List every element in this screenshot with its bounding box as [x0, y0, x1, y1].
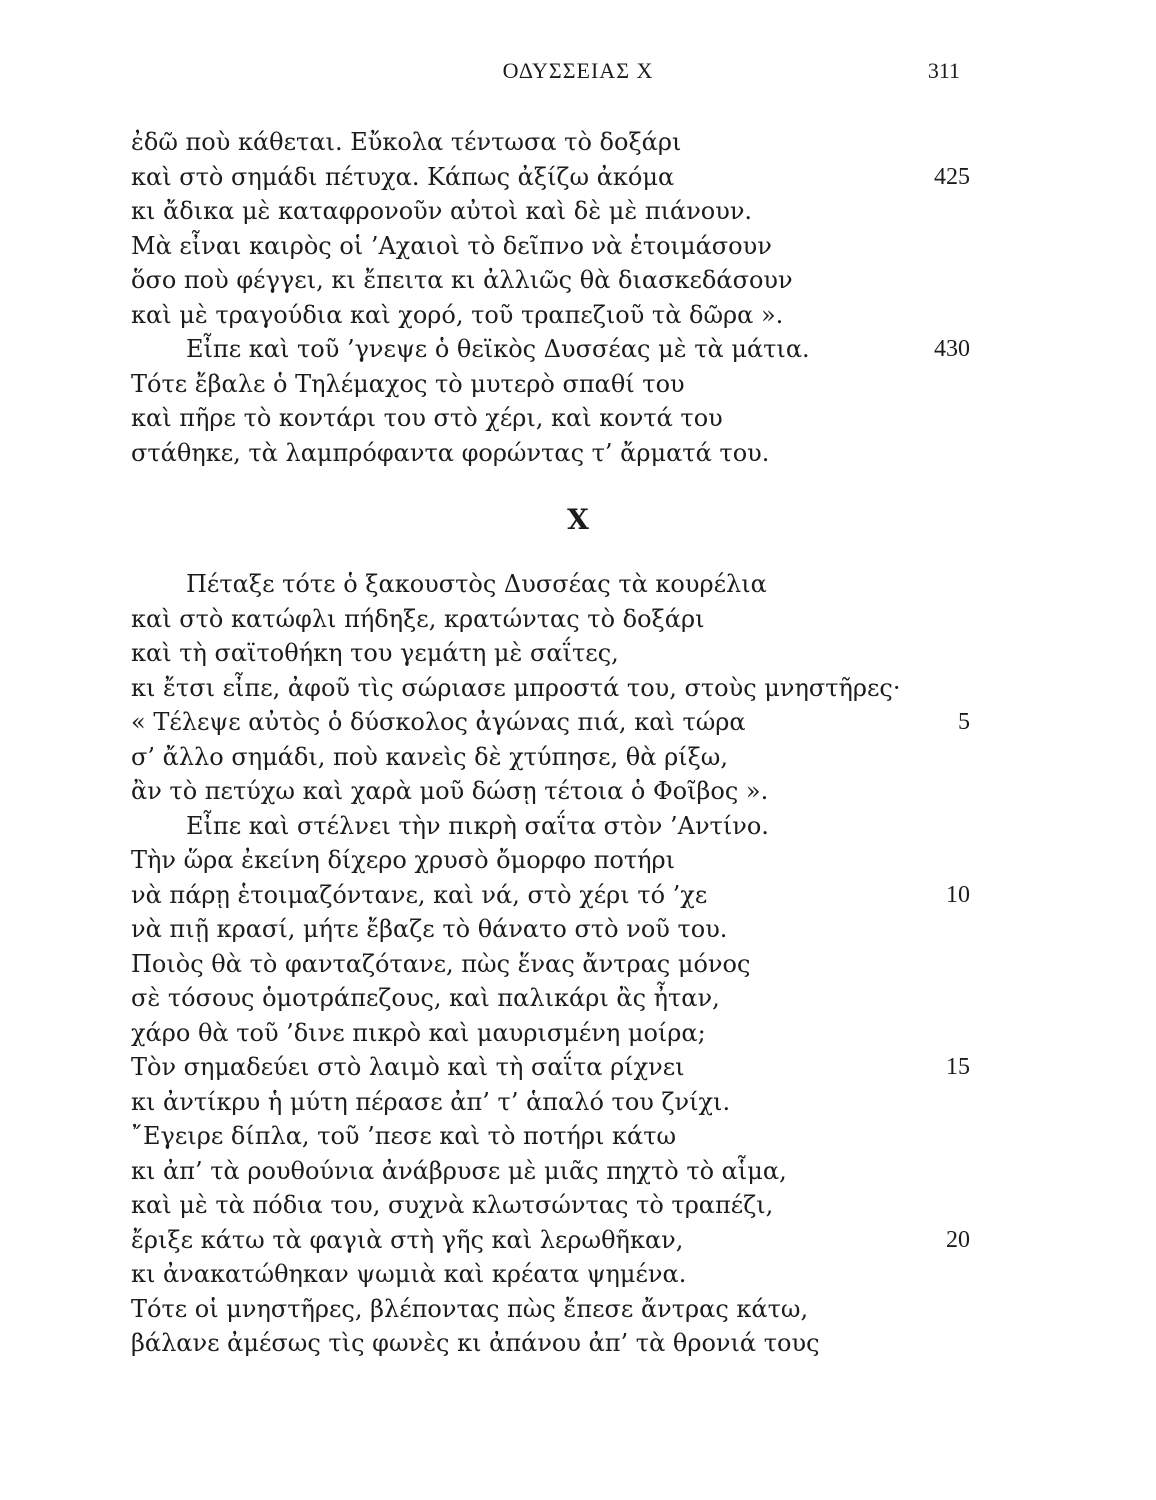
verse-text: νὰ πιῇ κρασί, μήτε ἔβαζε τὸ θάνατο στὸ νοῦ του. [131, 915, 728, 943]
verse-line [0, 636, 1156, 671]
verse-text: καὶ στὸ κατώφλι πήδηξε, κρατώντας τὸ δοξάρι [131, 604, 705, 633]
verse-line [0, 1119, 1156, 1154]
verse-text: ἂν τὸ πετύχω καὶ χαρὰ μοῦ δώσῃ τέτοια ὁ Φοῖβος ». [131, 777, 769, 805]
line-number: 430 [934, 336, 970, 362]
verse-text: νὰ πάρῃ ἑτοιμαζόντανε, καὶ νά, στὸ χέρι τό ’χε [131, 880, 708, 909]
line-number: 15 [946, 1054, 970, 1080]
verse-text: σὲ τόσους ὁμοτράπεζους, καὶ παλικάρι ἂς ἦταν, [131, 984, 720, 1012]
verse-line [0, 1223, 1156, 1258]
running-head-title: ΟΔΥΣΣΕΙΑΣ Χ [502, 58, 654, 83]
verse-text: κι ἀνακατώθηκαν ψωμιὰ καὶ κρέατα ψημένα. [131, 1260, 687, 1288]
verse-line [0, 367, 1156, 402]
verse-text: καὶ πῆρε τὸ κοντάρι του στὸ χέρι, καὶ κοντά του [131, 404, 723, 432]
page-number: 311 [927, 58, 960, 83]
verse-text: ἐδῶ ποὺ κάθεται. Εὔκολα τέντωσα τὸ δοξάρι [131, 128, 682, 156]
verse-text: « Τέλεψε αὐτὸς ὁ δύσκολος ἀγώνας πιά, καὶ τώρα [131, 708, 746, 736]
verse-text: κι ἀπ’ τὰ ρουθούνια ἀνάβρυσε μὲ μιᾶς πηχτὸ τὸ αἷμα, [131, 1156, 787, 1185]
verse-text: Τὸν σημαδεύει στὸ λαιμὸ καὶ τὴ σαΐτα ρίχνει [131, 1053, 685, 1081]
verse-line [0, 401, 1156, 436]
verse-text: καὶ στὸ σημάδι πέτυχα. Κάπως ἀξίζω ἀκόμα [131, 162, 675, 191]
verse-text: ὅσο ποὺ φέγγει, κι ἔπειτα κι ἀλλιῶς θὰ διασκεδάσουν [131, 266, 793, 294]
verse-line [0, 125, 1156, 160]
verse-line [0, 981, 1156, 1016]
verse-line [0, 1085, 1156, 1120]
verse-block-book-chi [0, 567, 1156, 1361]
verse-text: καὶ μὲ τραγούδια καὶ χορό, τοῦ τραπεζιοῦ τὰ δῶρα ». [131, 300, 784, 329]
book-heading: Χ [567, 503, 589, 536]
verse-text: χάρο θὰ τοῦ ’δινε πικρὸ καὶ μαυρισμένη μοίρα; [131, 1018, 706, 1047]
line-number: 20 [946, 1226, 970, 1253]
verse-text: Τότε ἔβαλε ὁ Τηλέμαχος τὸ μυτερὸ σπαθί του [131, 369, 685, 398]
verse-line [0, 263, 1156, 298]
verse-text: Τὴν ὥρα ἐκείνη δίχερο χρυσὸ ὄμορφο ποτήρι [131, 846, 676, 874]
verse-line [0, 1257, 1156, 1292]
verse-text: ῎Εγειρε δίπλα, τοῦ ’πεσε καὶ τὸ ποτήρι κάτω [131, 1122, 677, 1150]
verse-text: βάλανε ἀμέσως τὶς φωνὲς κι ἀπάνου ἀπ’ τὰ θρονιά τους [131, 1329, 820, 1357]
verse-line [0, 332, 1156, 367]
verse-line [0, 298, 1156, 333]
verse-line [0, 947, 1156, 982]
verse-text: καὶ τὴ σαϊτοθήκη του γεμάτη μὲ σαΐτες, [131, 639, 619, 667]
line-number: 5 [958, 709, 970, 735]
verse-line [0, 705, 1156, 740]
verse-line [0, 194, 1156, 229]
verse-line [0, 774, 1156, 809]
line-number: 10 [946, 881, 970, 908]
verse-text: κι ἄδικα μὲ καταφρονοῦν αὐτοὶ καὶ δὲ μὲ πιάνουν. [131, 197, 753, 225]
verse-text: καὶ μὲ τὰ πόδια του, συχνὰ κλωτσώντας τὸ τραπέζι, [131, 1191, 774, 1219]
verse-line [0, 740, 1156, 775]
verse-text: στάθηκε, τὰ λαμπρόφαντα φορώντας τ’ ἄρματά του. [131, 438, 770, 467]
line-number: 425 [934, 163, 970, 190]
verse-text: κι ἔτσι εἶπε, ἀφοῦ τὶς σώριασε μπροστά του, στοὺς μνηστῆρες· [131, 673, 901, 702]
verse-line [0, 1292, 1156, 1327]
verse-text: ἔριξε κάτω τὰ φαγιὰ στὴ γῆς καὶ λερωθῆκαν, [131, 1225, 684, 1254]
verse-line [0, 160, 1156, 195]
verse-line [0, 878, 1156, 913]
verse-line [0, 843, 1156, 878]
verse-text: Μὰ εἶναι καιρὸς οἱ ’Αχαιοὶ τὸ δεῖπνο νὰ ἑτοιμάσουν [131, 231, 772, 260]
verse-line [0, 1016, 1156, 1051]
verse-line [0, 229, 1156, 264]
verse-line [0, 567, 1156, 602]
verse-text: Ποιὸς θὰ τὸ φανταζότανε, πὼς ἕνας ἄντρας μόνος [131, 949, 751, 978]
verse-text: σ’ ἄλλο σημάδι, ποὺ κανεὶς δὲ χτύπησε, θὰ ρίξω, [131, 742, 728, 771]
verse-line [0, 1154, 1156, 1189]
verse-line [0, 809, 1156, 844]
verse-text: Τότε οἱ μνηστῆρες, βλέποντας πὼς ἔπεσε ἄντρας κάτω, [131, 1294, 809, 1323]
verse-line [0, 1326, 1156, 1361]
verse-text: Εἶπε καὶ στέλνει τὴν πικρὴ σαΐτα στὸν ’Αντίνο. [186, 811, 769, 840]
verse-line [0, 436, 1156, 471]
verse-line [0, 1050, 1156, 1085]
verse-line [0, 1188, 1156, 1223]
verse-text: κι ἀντίκρυ ἡ μύτη πέρασε ἀπ’ τ’ ἁπαλό του ζνίχι. [131, 1087, 731, 1116]
verse-text: Εἶπε καὶ τοῦ ’γνεψε ὁ θεϊκὸς Δυσσέας μὲ τὰ μάτια. [186, 335, 810, 363]
verse-line [0, 602, 1156, 637]
verse-text: Πέταξε τότε ὁ ξακουστὸς Δυσσέας τὰ κουρέλια [186, 570, 767, 598]
verse-block-previous-book [0, 125, 1156, 470]
verse-line [0, 912, 1156, 947]
verse-line [0, 671, 1156, 706]
